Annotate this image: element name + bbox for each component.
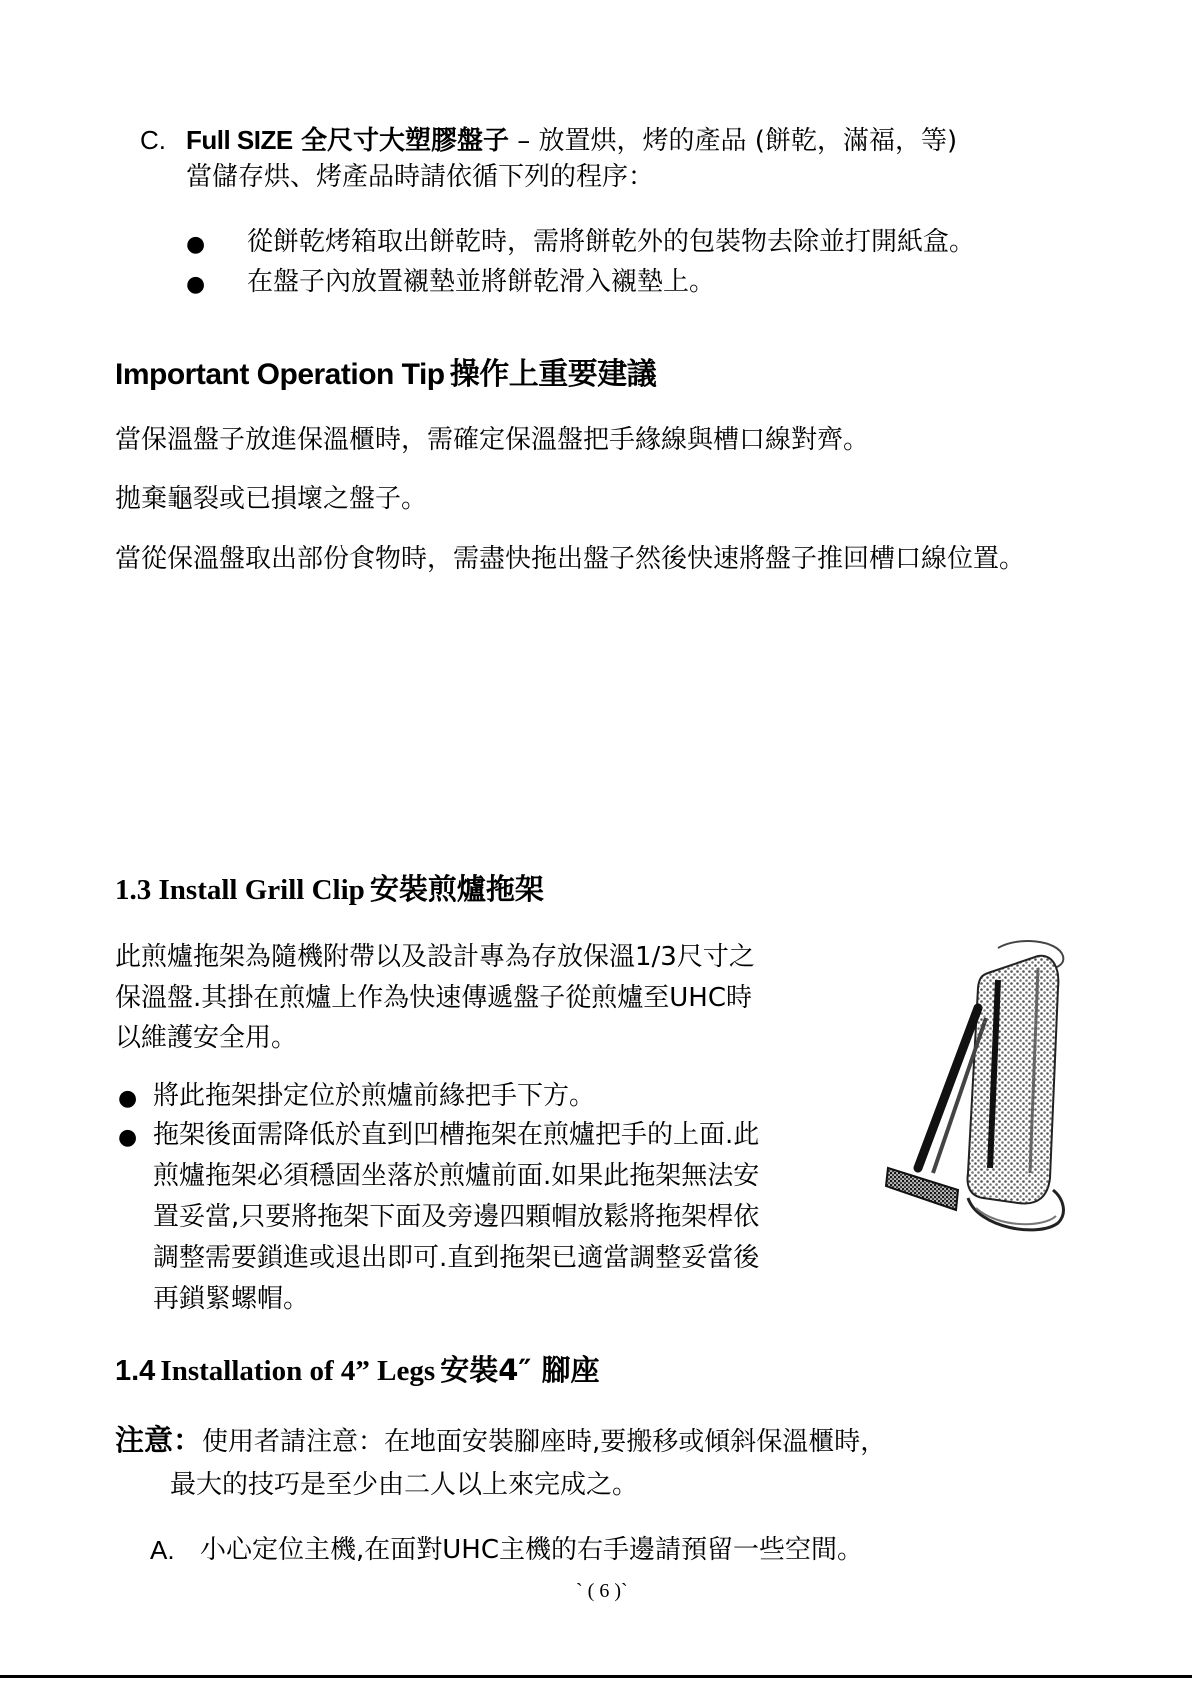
section-13-bullet-2-line-4: 調整需要鎖進或退出即可.直到拖架已適當調整妥當後 [153,1243,760,1273]
section-c-title-rest: – 放置烘，烤的產品 (餅乾，滿福，等) [509,126,958,156]
section-14-item-a-label: A. [150,1535,175,1565]
tip-line-2: 拋棄龜裂或已損壞之盤子。 [115,484,428,514]
section-14-heading-num: 1.4 [115,1355,156,1387]
grill-clip-illustration [878,928,1078,1258]
tip-heading-en: Important Operation Tip [115,358,445,391]
section-c-subtitle: 當儲存烘、烤產品時請依循下列的程序： [186,162,655,192]
section-14-note-line-2: 最大的技巧是至少由二人以上來完成之。 [170,1470,639,1500]
tip-line-3: 當從保溫盤取出部份食物時，需盡快拖出盤子然後快速將盤子推回槽口線位置。 [115,544,1026,574]
section-13-bullet-2-line-5-clipped [153,1282,310,1314]
section-14-note [115,1423,886,1459]
tip-line-1: 當保溫盤子放進保溫櫃時，需確定保溫盤把手緣線與槽口線對齊。 [115,425,870,455]
section-13-bullet-2-line-1: 拖架後面需降低於直到凹槽拖架在煎爐把手的上面.此 [153,1120,760,1150]
section-c-title-zh: 全尺寸大塑膠盤子 [301,126,510,156]
section-c-label: C. [140,125,166,155]
bullet-icon: ● [186,272,206,297]
section-13-heading [115,869,544,914]
section-c-bullet-1: 從餅乾烤箱取出餅乾時，需將餅乾外的包裝物去除並打開紙盒。 [247,227,976,257]
section-13-bullet-1: 將此拖架掛定位於煎爐前緣把手下方。 [153,1081,596,1111]
section-14-heading-zh: 安裝4″ 腳座 [440,1353,600,1387]
bullet-icon: ● [186,232,206,257]
section-13-intro-1: 此煎爐拖架為隨機附帶以及設計專為存放保溫1/3尺寸之 [115,942,755,972]
section-14-heading [115,1350,599,1395]
tip-heading-zh: 操作上重要建議 [449,357,657,392]
section-13-intro-3: 以維護安全用。 [115,1023,298,1053]
tip-heading [115,355,656,399]
section-c-title [186,123,957,158]
section-c-bullet-2: 在盤子內放置襯墊並將餅乾滑入襯墊上。 [247,267,716,297]
section-13-bullet-2-line-2: 煎爐拖架必須穩固坐落於煎爐前面.如果此拖架無法安 [153,1161,760,1191]
section-14-heading-en: Installation of 4” Legs [160,1355,436,1387]
section-14-note-label: 注意： [115,1423,203,1457]
bullet-icon: ● [118,1086,138,1111]
section-13-intro-2: 保溫盤.其掛在煎爐上作為快速傳遞盤子從煎爐至UHC時 [115,983,753,1013]
section-13-bullet-2-line-5: 再鎖緊螺帽。 [153,1284,310,1314]
section-c-title-en: Full SIZE [186,125,293,155]
page-bottom-border [0,1675,1192,1678]
section-14-item-a-text: 小心定位主機,在面對UHC主機的右手邊請預留一些空間。 [200,1535,864,1565]
section-14-note-line-1: 使用者請注意：在地面安裝腳座時,要搬移或傾斜保溫櫃時， [202,1427,887,1457]
section-13-bullet-2-line-3: 置妥當,只要將拖架下面及旁邊四顆帽放鬆將拖架桿依 [153,1202,760,1232]
section-13-heading-zh: 安裝煎爐拖架 [369,872,544,906]
section-13-heading-en: 1.3 Install Grill Clip [115,874,365,906]
page-number: ` ( 6 )` [576,1580,628,1602]
bullet-icon: ● [118,1125,138,1150]
